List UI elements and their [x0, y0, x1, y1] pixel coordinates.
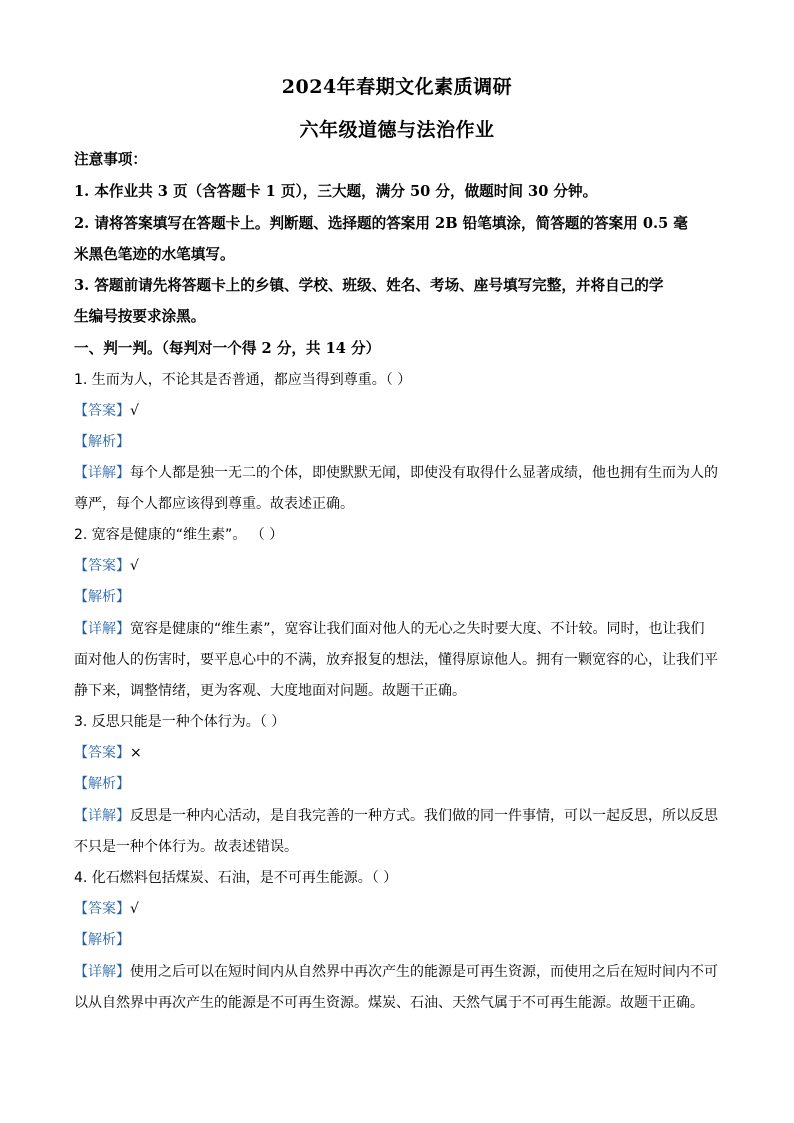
detail-label: 【详解】 — [74, 964, 130, 980]
document-subtitle: 六年级道德与法治作业 — [299, 119, 495, 141]
question-4: 4. 化石燃料包括煤炭、石油，是不可再生能源。（ ） — [74, 870, 398, 886]
detail-2-line-3: 静下来，调整情绪，更为客观、大度地面对问题。故题干正确。 — [74, 683, 466, 699]
analysis-label: 【解析】 — [74, 589, 130, 605]
detail-label: 【详解】 — [74, 621, 130, 637]
analysis-label-4 — [74, 930, 724, 950]
detail-label: 【详解】 — [74, 465, 130, 481]
detail-1-line-1 — [74, 463, 724, 483]
analysis-label-3 — [74, 774, 724, 794]
section-1-heading: 一、判一判。（每判对一个得 2 分，共 14 分） — [74, 340, 381, 357]
detail-4-line-1 — [74, 962, 724, 982]
answer-3 — [74, 743, 724, 763]
detail-label: 【详解】 — [74, 808, 130, 824]
question-2: 2. 宽容是健康的“维生素”。 （ ） — [74, 527, 284, 543]
analysis-label: 【解析】 — [74, 434, 130, 450]
answer-value: √ — [130, 558, 139, 574]
answer-2 — [74, 556, 724, 576]
document-title: 2024年春期文化素质调研 — [281, 76, 513, 98]
detail-text: 每个人都是独一无二的个体，即使默默无闻，即使没有取得什么显著成绩，他也拥有生而为人的 — [130, 465, 718, 481]
analysis-label: 【解析】 — [74, 932, 130, 948]
notes-line-3a: 3. 答题前请先将答题卡上的乡镇、学校、班级、姓名、考场、座号填写完整，并将自己的学 — [74, 277, 664, 294]
detail-3-line-1 — [74, 806, 724, 826]
detail-3-line-2: 不只是一种个体行为。故表述错误。 — [74, 839, 298, 855]
detail-text: 反思是一种内心活动，是自我完善的一种方式。我们做的同一件事情，可以一起反思，所以反思 — [130, 808, 718, 824]
answer-label: 【答案】 — [74, 558, 130, 574]
answer-value: × — [130, 745, 142, 761]
notes-heading: 注意事项： — [74, 151, 147, 168]
answer-1 — [74, 401, 724, 421]
answer-label: 【答案】 — [74, 403, 130, 419]
analysis-label-2 — [74, 587, 724, 607]
detail-2-line-2: 面对他人的伤害时，要平息心中的不满，放弃报复的想法，懂得原谅他人。拥有一颗宽容的心，让我们平 — [74, 652, 718, 668]
analysis-label-1 — [74, 432, 724, 452]
answer-label: 【答案】 — [74, 901, 130, 917]
detail-1-line-2: 尊严，每个人都应该得到尊重。故表述正确。 — [74, 496, 354, 512]
question-1: 1. 生而为人，不论其是否普通，都应当得到尊重。（ ） — [74, 372, 412, 388]
answer-value: √ — [130, 901, 139, 917]
notes-line-1: 1. 本作业共 3 页（含答题卡 1 页），三大题，满分 50 分，做题时间 30 分钟。 — [74, 183, 598, 200]
answer-value: √ — [130, 403, 139, 419]
detail-text: 宽容是健康的“维生素”，宽容让我们面对他人的无心之失时要大度、不计较。同时，也让我们 — [130, 621, 705, 637]
analysis-label: 【解析】 — [74, 776, 130, 792]
detail-2-line-1 — [74, 619, 724, 639]
notes-line-2b: 米黑色笔迹的水笔填写。 — [74, 246, 235, 263]
detail-4-line-2: 以从自然界中再次产生的能源是不可再生资源。煤炭、石油、天然气属于不可再生能源。故题干正确。 — [74, 995, 704, 1011]
question-3: 3. 反思只能是一种个体行为。（ ） — [74, 714, 286, 730]
notes-line-3b: 生编号按要求涂黑。 — [74, 308, 206, 325]
answer-label: 【答案】 — [74, 745, 130, 761]
detail-text: 使用之后可以在短时间内从自然界中再次产生的能源是可再生资源，而使用之后在短时间内不可 — [130, 964, 718, 980]
answer-4 — [74, 899, 724, 919]
notes-line-2a: 2. 请将答案填写在答题卡上。判断题、选择题的答案用 2B 铅笔填涂，简答题的答案用 0.5 毫 — [74, 215, 688, 232]
